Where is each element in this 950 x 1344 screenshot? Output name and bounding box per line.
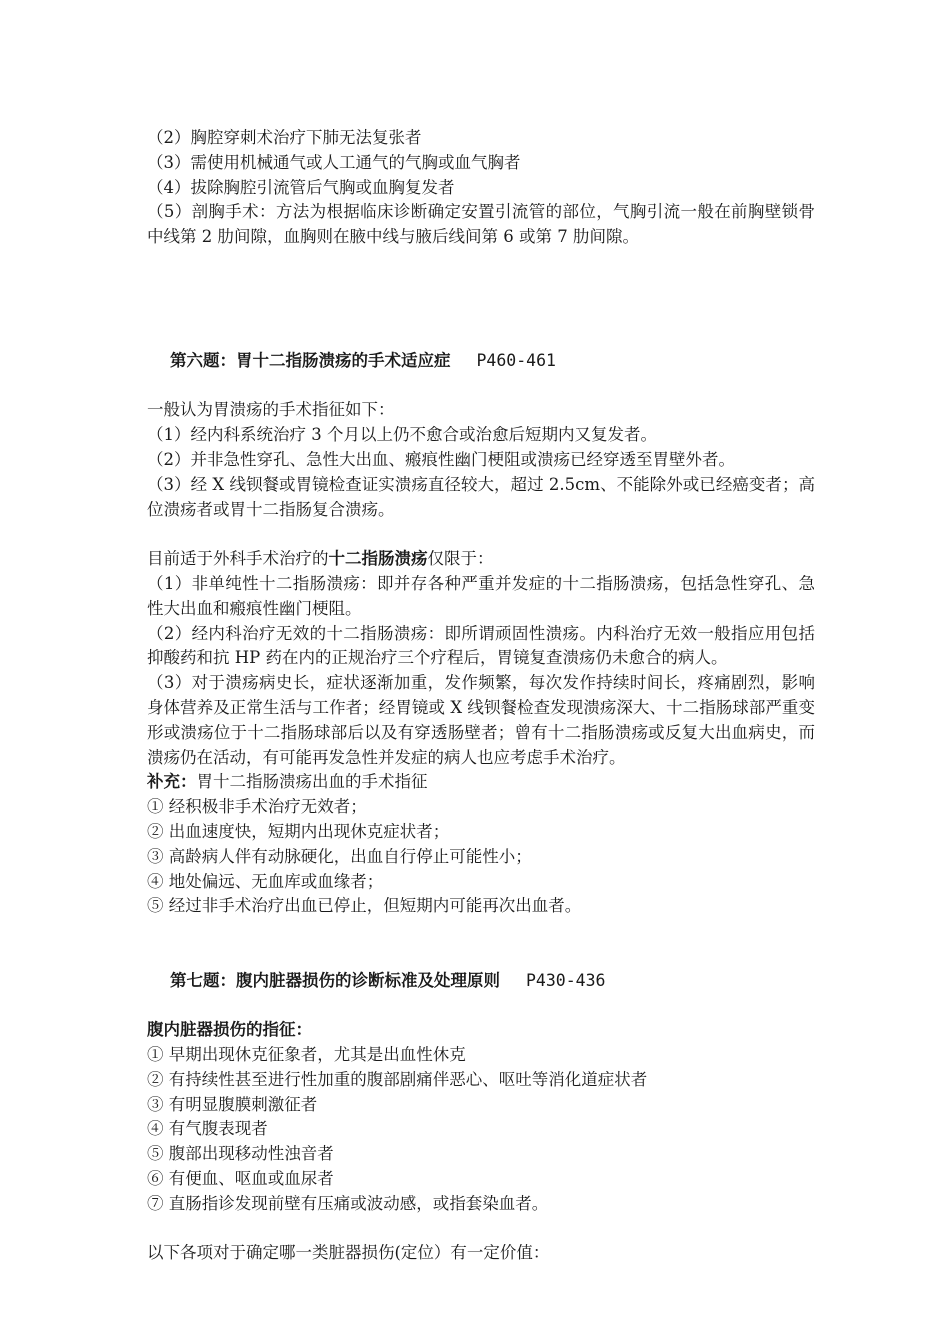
spacer xyxy=(147,919,815,944)
list-item: （5）剖胸手术：方法为根据临床诊断确定安置引流管的部位，气胸引流一般在前胸壁锁骨中线第 2 肋间隙，血胸则在腋中线与腋后线间第 6 或第 7 肋间隙。 xyxy=(147,202,815,247)
supplement-text: 胃十二指肠溃疡出血的手术指征 xyxy=(196,772,428,792)
list-item: （2）并非急性穿孔、急性大出血、瘢痕性幽门梗阻或溃疡已经穿透至胃壁外者。 xyxy=(147,449,735,469)
list-item: ① 早期出现休克征象者，尤其是出血性休克 xyxy=(147,1045,466,1065)
paragraph-text: 仅限于： xyxy=(427,549,494,569)
emphasis-text: 十二指肠溃疡 xyxy=(328,549,428,569)
list-item: （3）经 X 线钡餐或胃镜检查证实溃疡直径较大，超过 2.5cm、不能除外或已经癌变者；高位溃疡者或胃十二指肠复合溃疡。 xyxy=(147,474,815,519)
list-item: ④ 地处偏远、无血库或血缘者； xyxy=(147,871,384,891)
subsection-title: 腹内脏器损伤的指征： xyxy=(147,1020,312,1040)
spacer xyxy=(147,522,815,547)
section-title: 第七题：腹内脏器损伤的诊断标准及处理原则 xyxy=(169,970,500,990)
list-item: （2）经内科治疗无效的十二指肠溃疡：即所谓顽固性溃疡。内科治疗无效一般指应用包括抑酸药和抗 HP 药在内的正规治疗三个疗程后，胃镜复查溃疡仍未愈合的病人。 xyxy=(147,623,815,668)
section-heading-q6 xyxy=(147,324,815,398)
list-item: ⑥ 有便血、呕血或血尿者 xyxy=(147,1169,334,1189)
list-item: （1）经内科系统治疗 3 个月以上仍不愈合或治愈后短期内又复发者。 xyxy=(147,425,657,445)
list-item: ③ 高龄病人伴有动脉硬化，出血自行停止可能性小； xyxy=(147,846,532,866)
list-item: （2）胸腔穿刺术治疗下肺无法复张者 xyxy=(147,128,422,147)
paragraph-duodenal xyxy=(147,547,815,572)
list-item: ④ 有气腹表现者 xyxy=(147,1119,268,1139)
list-item: （4）拔除胸腔引流管后气胸或血胸复发者 xyxy=(147,177,455,197)
supplement-label: 补充： xyxy=(147,772,197,792)
spacer xyxy=(147,250,815,324)
supplement-line xyxy=(147,770,815,795)
list-item: （3）对于溃疡病史长，症状逐渐加重，发作频繁，每次发作持续时间长，疼痛剧烈，影响身体营养及正常生活与工作者；经胃镜或 X 线钡餐检查发现溃疡深大、十二指肠球部严重变形或溃疡位于十二指肠球部后以及有穿透肠壁者；曾有十二指肠溃疡或反复大出血病史，而溃疡仍在活动，有可能再发急性并发症的病人也应考虑手术治疗。 xyxy=(147,673,815,767)
page-reference: P430-436 xyxy=(525,970,606,990)
list-item: （1）非单纯性十二指肠溃疡：即并存各种严重并发症的十二指肠溃疡，包括急性穿孔、急性大出血和瘢痕性幽门梗阻。 xyxy=(147,573,815,618)
spacer xyxy=(147,1217,815,1242)
page-reference: P460-461 xyxy=(476,350,556,370)
list-item: ① 经积极非手术治疗无效者； xyxy=(147,797,367,817)
list-item: ⑦ 直肠指诊发现前壁有压痛或波动感，或指套染血者。 xyxy=(147,1193,549,1213)
list-item: ⑤ 腹部出现移动性浊音者 xyxy=(147,1144,334,1164)
section-title: 第六题：胃十二指肠溃疡的手术适应症 xyxy=(169,350,451,370)
list-item: ③ 有明显腹膜刺激征者 xyxy=(147,1094,318,1114)
section-heading-q7 xyxy=(147,944,815,1018)
document-page xyxy=(147,126,815,1266)
list-item: （3）需使用机械通气或人工通气的气胸或血气胸者 xyxy=(147,152,521,172)
footer-paragraph: 以下各项对于确定哪一类脏器损伤(定位）有一定价值： xyxy=(147,1243,550,1263)
intro-text: 一般认为胃溃疡的手术指征如下： xyxy=(147,400,395,420)
list-item: ⑤ 经过非手术治疗出血已停止，但短期内可能再次出血者。 xyxy=(147,896,582,916)
list-item: ② 出血速度快，短期内出现休克症状者； xyxy=(147,821,450,841)
paragraph-text: 目前适于外科手术治疗的 xyxy=(147,549,329,569)
list-item: ② 有持续性甚至进行性加重的腹部剧痛伴恶心、呕吐等消化道症状者 xyxy=(147,1069,648,1089)
